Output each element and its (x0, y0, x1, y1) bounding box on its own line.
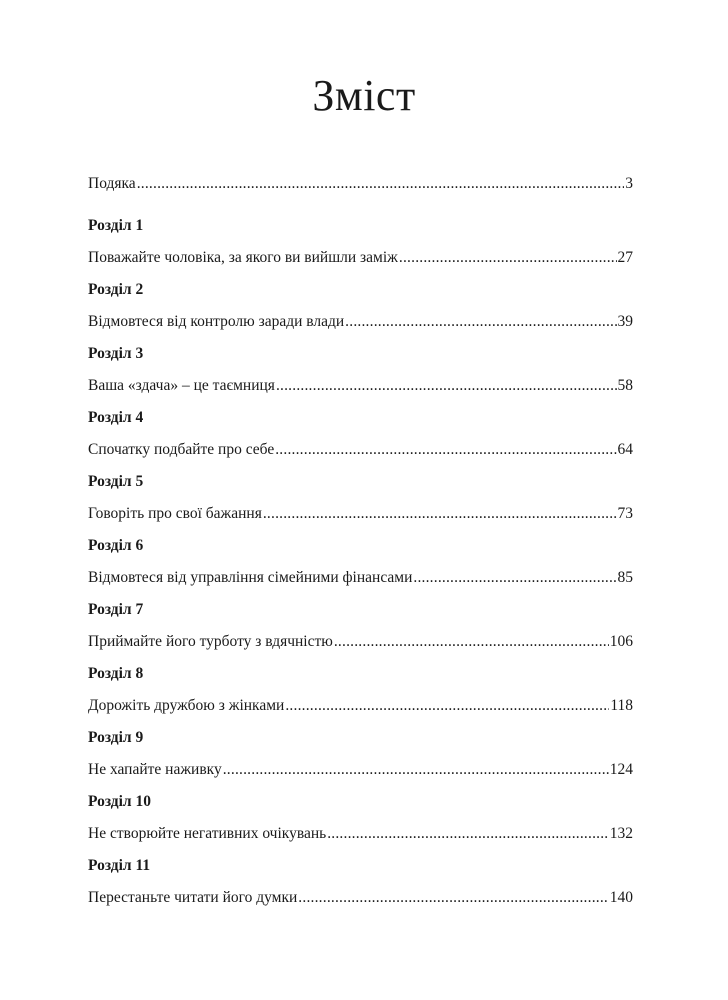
toc-page-number: 124 (609, 761, 633, 778)
dot-leader (298, 890, 608, 906)
dot-leader (334, 634, 609, 650)
toc-section (88, 282, 633, 346)
toc-entry (88, 890, 633, 910)
toc-page-number: 64 (617, 441, 633, 458)
chapter-label: Розділ 2 (88, 281, 144, 298)
toc-section (88, 858, 633, 922)
toc-entry-title: Відмовтеся від управління сімейними фінансами (88, 569, 413, 586)
toc-section (88, 346, 633, 410)
chapter-label: Розділ 10 (88, 793, 151, 810)
table-of-contents (88, 176, 633, 922)
toc-section (88, 730, 633, 794)
toc-entry-title: Спочатку подбайте про себе (88, 441, 275, 458)
toc-page-number: 58 (617, 377, 633, 394)
toc-page-number: 73 (617, 505, 633, 522)
chapter-label: Розділ 5 (88, 473, 144, 490)
toc-section (88, 474, 633, 538)
chapter-label: Розділ 6 (88, 537, 144, 554)
chapter-label: Розділ 9 (88, 729, 144, 746)
chapter-label: Розділ 11 (88, 857, 151, 874)
toc-entry (88, 634, 633, 654)
toc-page-number: 132 (609, 825, 633, 842)
toc-entry (88, 314, 633, 334)
page-title: Зміст (312, 71, 416, 120)
dot-leader (263, 506, 617, 522)
dot-leader (285, 698, 609, 714)
chapter-label: Розділ 1 (88, 217, 144, 234)
toc-page-number: 39 (617, 313, 633, 330)
dot-leader (327, 826, 609, 842)
toc-page-number: 3 (625, 175, 633, 192)
chapter-label: Розділ 8 (88, 665, 144, 682)
toc-entry-title: Дорожіть дружбою з жінками (88, 697, 285, 714)
toc-entry (88, 250, 633, 270)
toc-entry (88, 506, 633, 526)
dot-leader (345, 314, 616, 330)
toc-entry-title: Поважайте чоловіка, за якого ви вийшли заміж (88, 249, 398, 266)
toc-entry-title: Подяка (88, 175, 136, 192)
toc-entry-title: Не хапайте наживку (88, 761, 222, 778)
dot-leader (223, 762, 609, 778)
toc-entry (88, 442, 633, 462)
toc-section (88, 410, 633, 474)
toc-page-number: 140 (609, 889, 633, 906)
toc-entry (88, 762, 633, 782)
toc-section (88, 218, 633, 282)
chapter-label: Розділ 4 (88, 409, 144, 426)
toc-page-number: 106 (609, 633, 633, 650)
toc-entry (88, 378, 633, 398)
toc-section (88, 794, 633, 858)
chapter-label: Розділ 3 (88, 345, 144, 362)
dot-leader (399, 250, 617, 266)
dot-leader (275, 442, 616, 458)
toc-entry-title: Відмовтеся від контролю заради влади (88, 313, 345, 330)
toc-section (88, 538, 633, 602)
toc-page-number: 85 (617, 569, 633, 586)
toc-entry-title: Приймайте його турботу з вдячністю (88, 633, 333, 650)
toc-entry-title: Ваша «здача» – це таємниця (88, 377, 275, 394)
chapter-label: Розділ 7 (88, 601, 144, 618)
toc-entry-title: Не створюйте негативних очікувань (88, 825, 327, 842)
toc-section (88, 666, 633, 730)
toc-page-number: 27 (617, 249, 633, 266)
dot-leader (276, 378, 617, 394)
toc-entry-title: Перестаньте читати його думки (88, 889, 298, 906)
toc-page-number: 118 (610, 697, 633, 714)
dot-leader (137, 176, 625, 192)
dot-leader (413, 570, 616, 586)
toc-entry (88, 826, 633, 846)
toc-entry-title: Говоріть про свої бажання (88, 505, 262, 522)
toc-section (88, 602, 633, 666)
toc-entry (88, 570, 633, 590)
toc-entry-acknowledgment (88, 176, 633, 196)
toc-entry (88, 698, 633, 718)
